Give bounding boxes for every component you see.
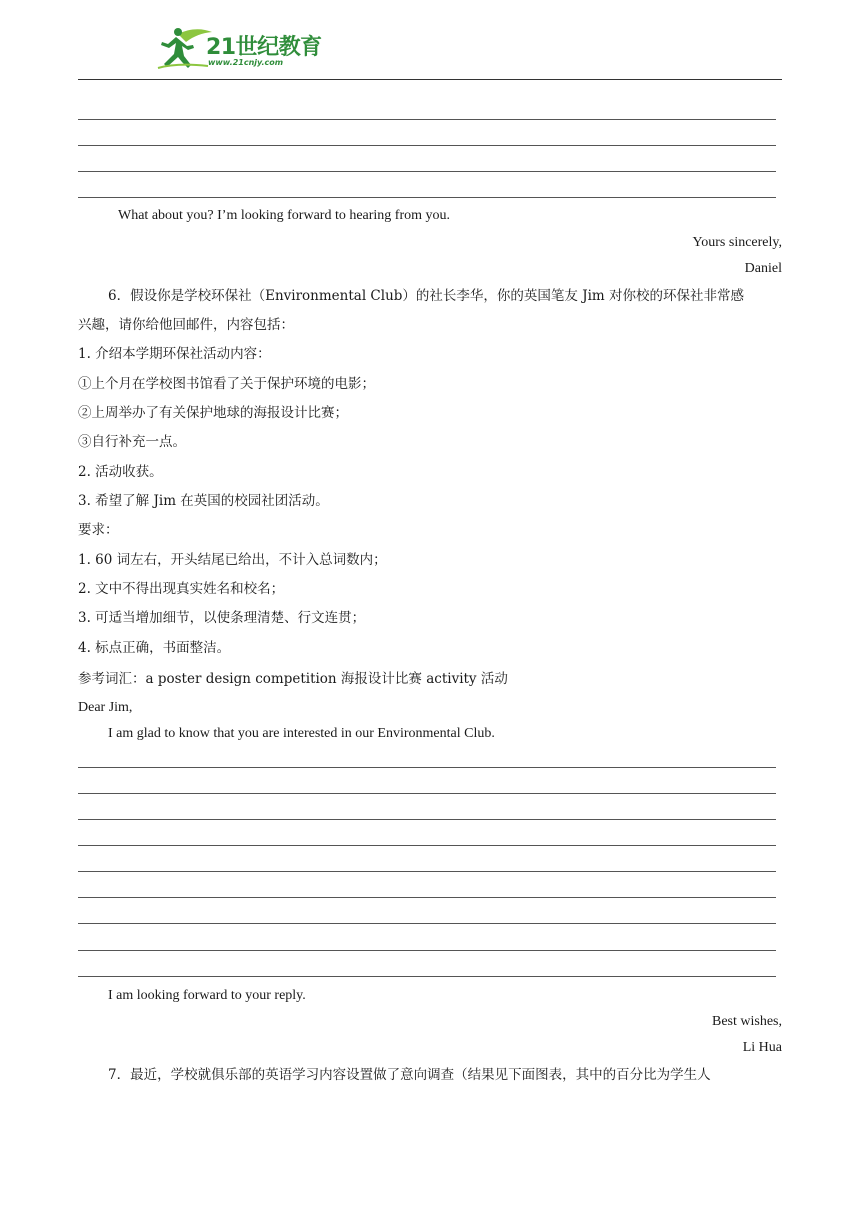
writing-line [78,119,776,120]
writing-line [78,793,776,794]
q6-requirement: 1. 60 词左右，开头结尾已给出，不计入总词数内； [78,552,387,568]
writing-line [78,897,776,898]
writing-line [78,976,776,977]
q6-content-item: ③自行补充一点。 [78,434,186,450]
prev-closing-line: What about you? I’m looking forward to hearing from you. [118,208,451,223]
q6-content-item: 2. 活动收获。 [78,464,163,480]
logo-text: 21世纪教育 [206,35,322,60]
q6-vocab: 参考词汇：a poster design competition 海报设计比赛 activity 活动 [78,671,508,687]
writing-line [78,767,776,768]
q6-requirement: 4. 标点正确，书面整洁。 [78,640,231,656]
q6-requirements-heading: 要求： [78,522,119,538]
writing-line [78,871,776,872]
q7-intro-line1: 7．最近，学校就俱乐部的英语学习内容设置做了意向调查（结果见下面图表，其中的百分比为学生人 [108,1067,711,1083]
writing-line [78,197,776,198]
q6-opening: I am glad to know that you are interested in our Environmental Club. [108,726,495,741]
prev-signature: Daniel [744,261,782,276]
logo [156,24,326,72]
q6-intro-line2: 兴趣，请你给他回邮件，内容包括： [78,317,294,333]
writing-line [78,845,776,846]
writing-line [78,923,776,924]
logo-url: www.21cnjy.com [208,58,284,67]
writing-line [78,819,776,820]
q6-requirement: 2. 文中不得出现真实姓名和校名； [78,581,285,597]
q6-content-item: 3. 希望了解 Jim 在英国的校园社团活动。 [78,493,329,509]
q6-signature: Li Hua [742,1040,782,1055]
q6-intro-line1: 6．假设你是学校环保社（Environmental Club）的社长李华，你的英国笔友 Jim 对你校的环保社非常感 [108,288,745,304]
header-rule [78,79,782,80]
q6-signoff: Best wishes, [712,1014,782,1029]
q6-closing: I am looking forward to your reply. [108,988,306,1003]
q6-content-item: 1. 介绍本学期环保社活动内容： [78,346,271,362]
writing-line [78,145,776,146]
q6-greeting: Dear Jim, [78,700,133,715]
writing-line [78,171,776,172]
q6-requirement: 3. 可适当增加细节，以使条理清楚、行文连贯； [78,610,366,626]
q6-content-item: ①上个月在学校图书馆看了关于保护环境的电影； [78,376,375,392]
prev-signoff: Yours sincerely, [692,235,782,250]
q6-content-item: ②上周举办了有关保护地球的海报设计比赛； [78,405,348,421]
writing-line [78,950,776,951]
